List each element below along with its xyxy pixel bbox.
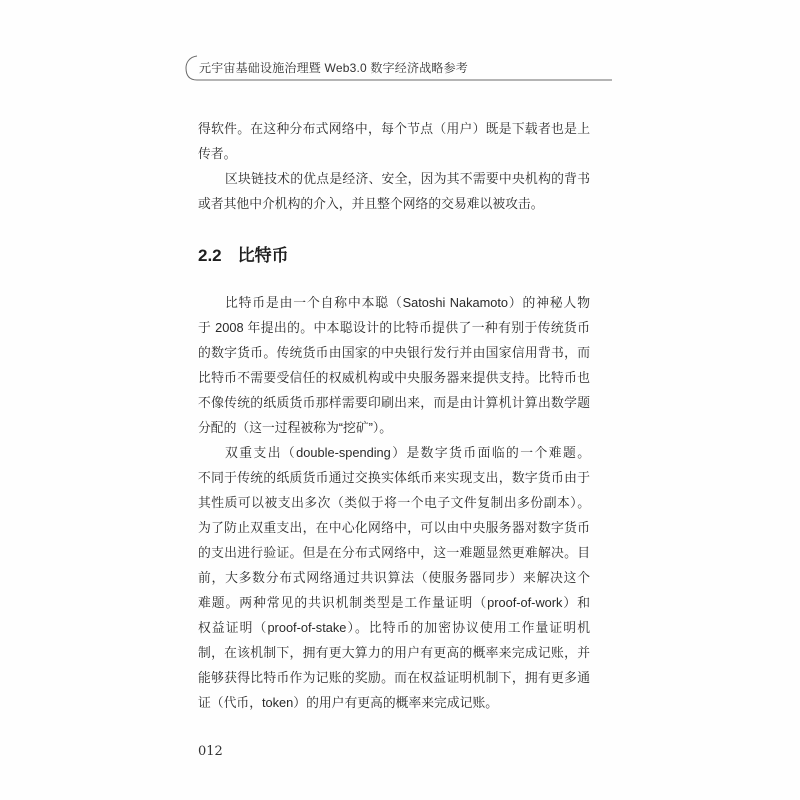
section-title: 比特币 bbox=[237, 246, 289, 265]
paragraph bbox=[198, 290, 590, 440]
section-number: 2.2 bbox=[198, 246, 222, 265]
body-text bbox=[198, 116, 590, 715]
text-line: 传者。 bbox=[198, 146, 237, 161]
text-line: 前，大多数分布式网络通过共识算法（使服务器同步）来解决这个 bbox=[198, 570, 590, 585]
section-heading bbox=[198, 241, 590, 271]
text-line: 得软件。在这种分布式网络中，每个节点（用户）既是下载者也是上 bbox=[198, 121, 590, 136]
text-line: 制，在该机制下，拥有更大算力的用户有更高的概率来完成记账，并 bbox=[198, 645, 590, 660]
paragraph bbox=[198, 166, 590, 216]
text-line: 权益证明（proof-of-stake）。比特币的加密协议使用工作量证明机 bbox=[198, 620, 590, 635]
text-line: 其性质可以被支出多次（类似于将一个电子文件复制出多份副本）。 bbox=[198, 495, 590, 510]
text-line: 为了防止双重支出，在中心化网络中，可以由中央服务器对数字货币 bbox=[198, 520, 590, 535]
text-line: 区块链技术的优点是经济、安全，因为其不需要中央机构的背书 bbox=[225, 171, 590, 186]
text-line: 双重支出（double-spending）是数字货币面临的一个难题。 bbox=[225, 445, 590, 460]
text-line: 不像传统的纸质货币那样需要印刷出来，而是由计算机计算出数学题 bbox=[198, 395, 590, 410]
running-header-title: 元宇宙基础设施治理暨 Web3.0 数字经济战略参考 bbox=[199, 61, 469, 75]
text-line: 难题。两种常见的共识机制类型是工作量证明（proof-of-work）和 bbox=[198, 595, 590, 610]
paragraph bbox=[198, 440, 590, 715]
text-line: 证（代币，token）的用户有更高的概率来完成记账。 bbox=[198, 695, 499, 710]
text-line: 的支出进行验证。但是在分布式网络中，这一难题显然更难解决。目 bbox=[198, 545, 590, 560]
text-line: 比特币不需要受信任的权威机构或中央服务器来提供支持。比特币也 bbox=[198, 370, 590, 385]
text-line: 于 2008 年提出的。中本聪设计的比特币提供了一种有别于传统货币 bbox=[198, 320, 590, 335]
text-line: 分配的（这一过程被称为“挖矿”）。 bbox=[198, 420, 393, 435]
paragraph bbox=[198, 116, 590, 166]
text-line: 不同于传统的纸质货币通过交换实体纸币来实现支出，数字货币由于 bbox=[198, 470, 590, 485]
text-line: 能够获得比特币作为记账的奖励。而在权益证明机制下，拥有更多通 bbox=[198, 670, 590, 685]
header-rule bbox=[0, 0, 800, 100]
text-line: 的数字货币。传统货币由国家的中央银行发行并由国家信用背书，而 bbox=[198, 345, 590, 360]
text-line: 或者其他中介机构的介入，并且整个网络的交易难以被攻击。 bbox=[198, 196, 544, 211]
page-number: 012 bbox=[198, 744, 223, 759]
text-line: 比特币是由一个自称中本聪（Satoshi Nakamoto）的神秘人物 bbox=[225, 295, 590, 310]
